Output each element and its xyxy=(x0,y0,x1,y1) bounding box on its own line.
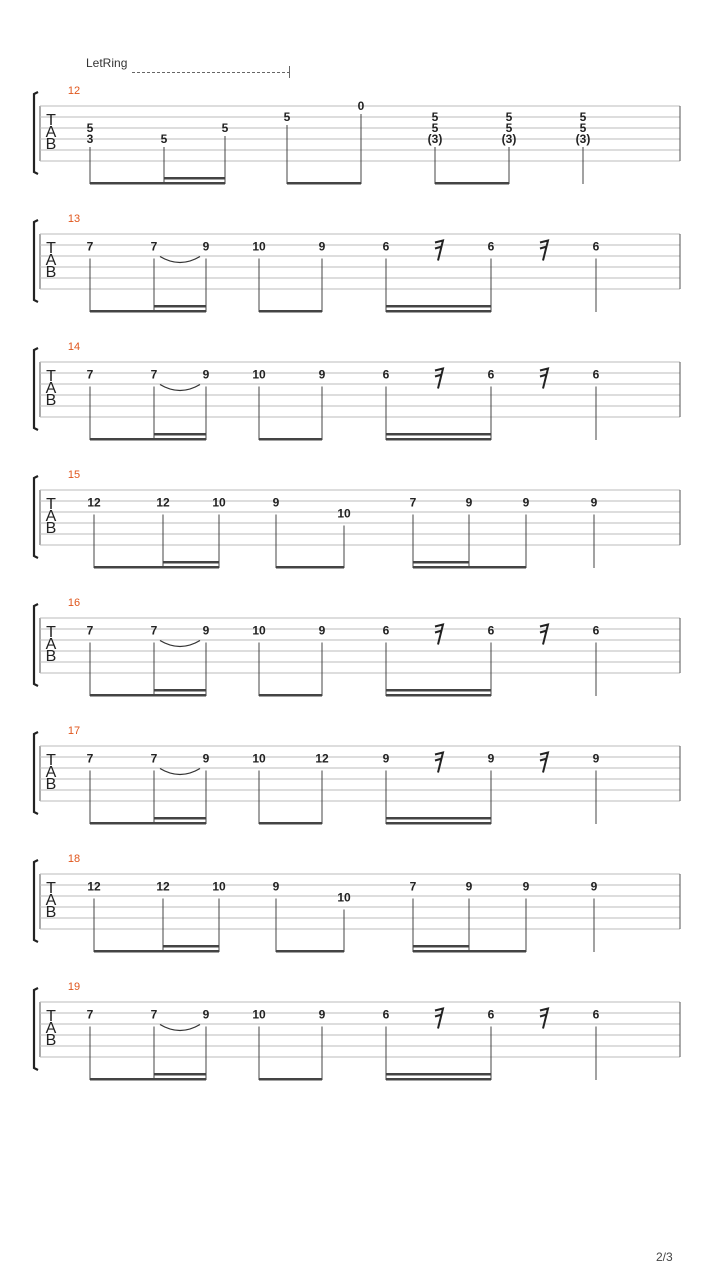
fret-number: 7 xyxy=(86,239,94,254)
beam xyxy=(90,822,206,825)
system-bracket xyxy=(34,220,38,302)
beam xyxy=(386,1078,491,1081)
fret-number: 12 xyxy=(156,879,170,894)
fret-number: 5 xyxy=(579,121,587,135)
tab-clef-letter: T xyxy=(46,112,56,129)
fret-number: 6 xyxy=(592,623,600,638)
fret-number: 10 xyxy=(252,751,266,766)
tab-system xyxy=(34,853,680,953)
fret-number: 0 xyxy=(357,99,365,113)
tab-clef-letter: B xyxy=(45,776,57,793)
sixteenth-rest-icon xyxy=(540,369,548,389)
fret-number: 5 xyxy=(86,121,94,135)
fret-number: 10 xyxy=(337,506,351,521)
fret-number: 3 xyxy=(86,132,94,146)
beam xyxy=(163,945,219,948)
fret-number: (3) xyxy=(575,132,591,146)
fret-number: 9 xyxy=(202,239,210,254)
fret-number: 12 xyxy=(315,751,329,766)
tab-clef-letter: A xyxy=(45,764,57,781)
beam xyxy=(413,566,526,569)
fret-number: 6 xyxy=(382,1007,390,1022)
beam xyxy=(386,433,491,436)
fret-number: 5 xyxy=(505,110,513,124)
fret-number: 10 xyxy=(252,367,266,382)
fret-number: 7 xyxy=(86,367,94,382)
beam xyxy=(386,1073,491,1076)
fret-number: 10 xyxy=(252,623,266,638)
measure-number: 19 xyxy=(67,981,81,993)
page-number: 2/3 xyxy=(656,1250,673,1264)
beam xyxy=(413,950,526,953)
fret-number: 9 xyxy=(202,623,210,638)
fret-number: 5 xyxy=(431,121,439,135)
fret-number: 7 xyxy=(150,367,158,382)
tie-arc xyxy=(160,257,200,263)
fret-number: 10 xyxy=(212,495,226,510)
beam xyxy=(154,1073,206,1076)
fret-number: 6 xyxy=(592,367,600,382)
tab-clef-letter: T xyxy=(46,752,56,769)
system-bracket xyxy=(34,348,38,430)
beam xyxy=(94,566,219,569)
sixteenth-rest-icon xyxy=(540,1009,548,1029)
beam xyxy=(386,438,491,441)
beam xyxy=(276,950,344,953)
tab-clef-letter: B xyxy=(45,264,57,281)
fret-number: (3) xyxy=(427,132,443,146)
tab-system xyxy=(34,213,680,313)
beam xyxy=(259,438,322,441)
beam xyxy=(90,1078,206,1081)
fret-number: 5 xyxy=(221,121,229,135)
beam xyxy=(386,689,491,692)
fret-number: 9 xyxy=(272,495,280,510)
beam xyxy=(164,177,225,180)
beam xyxy=(154,689,206,692)
beam xyxy=(386,305,491,308)
fret-number: 6 xyxy=(592,1007,600,1022)
beam xyxy=(90,438,206,441)
sixteenth-rest-icon xyxy=(435,1009,443,1029)
tab-clef-letter: A xyxy=(45,636,57,653)
beam xyxy=(276,566,344,569)
fret-number: 6 xyxy=(592,239,600,254)
measure-number: 14 xyxy=(67,341,81,353)
tab-clef-letter: T xyxy=(46,368,56,385)
beam xyxy=(259,822,322,825)
beam xyxy=(154,817,206,820)
fret-number: 7 xyxy=(409,495,417,510)
fret-number: 9 xyxy=(318,623,326,638)
fret-number: 9 xyxy=(592,751,600,766)
beam xyxy=(386,310,491,313)
fret-number: 10 xyxy=(252,1007,266,1022)
tie-arc xyxy=(160,385,200,391)
fret-number: 9 xyxy=(465,879,473,894)
sixteenth-rest-icon xyxy=(540,241,548,261)
fret-number: 6 xyxy=(487,367,495,382)
tie-arc xyxy=(160,641,200,647)
fret-number: (3) xyxy=(501,132,517,146)
fret-number: 9 xyxy=(487,751,495,766)
beam xyxy=(90,182,225,185)
system-bracket xyxy=(34,92,38,174)
fret-number: 7 xyxy=(150,623,158,638)
beam xyxy=(259,1078,322,1081)
fret-number: 9 xyxy=(318,1007,326,1022)
fret-number: 6 xyxy=(382,367,390,382)
beam xyxy=(154,305,206,308)
fret-number: 6 xyxy=(487,239,495,254)
fret-number: 12 xyxy=(87,495,101,510)
tab-clef-letter: T xyxy=(46,496,56,513)
let-ring-label: LetRing xyxy=(86,56,128,70)
measure-number: 17 xyxy=(67,725,81,737)
beam xyxy=(90,694,206,697)
sixteenth-rest-icon xyxy=(435,625,443,645)
fret-number: 6 xyxy=(487,1007,495,1022)
sixteenth-rest-icon xyxy=(435,241,443,261)
fret-number: 12 xyxy=(87,879,101,894)
beam xyxy=(413,561,469,564)
beam xyxy=(163,561,219,564)
tab-clef-letter: T xyxy=(46,624,56,641)
measure-number: 12 xyxy=(67,85,81,97)
sixteenth-rest-icon xyxy=(540,625,548,645)
tab-clef-letter: A xyxy=(45,892,57,909)
fret-number: 6 xyxy=(382,239,390,254)
fret-number: 7 xyxy=(150,239,158,254)
beam xyxy=(413,945,469,948)
fret-number: 6 xyxy=(487,623,495,638)
tab-clef-letter: B xyxy=(45,1032,57,1049)
tab-clef-letter: A xyxy=(45,124,57,141)
sixteenth-rest-icon xyxy=(435,753,443,773)
sixteenth-rest-icon xyxy=(435,369,443,389)
beam xyxy=(435,182,509,185)
tab-system xyxy=(34,597,680,697)
tie-arc xyxy=(160,1025,200,1031)
fret-number: 6 xyxy=(382,623,390,638)
beam xyxy=(386,817,491,820)
fret-number: 9 xyxy=(202,367,210,382)
tab-clef-letter: B xyxy=(45,648,57,665)
fret-number: 9 xyxy=(382,751,390,766)
tab-system xyxy=(34,341,680,441)
tab-clef-letter: T xyxy=(46,880,56,897)
fret-number: 9 xyxy=(272,879,280,894)
fret-number: 10 xyxy=(337,890,351,905)
fret-number: 5 xyxy=(579,110,587,124)
fret-number: 9 xyxy=(522,879,530,894)
fret-number: 5 xyxy=(505,121,513,135)
tab-clef-letter: B xyxy=(45,136,57,153)
sixteenth-rest-icon xyxy=(540,753,548,773)
fret-number: 7 xyxy=(86,623,94,638)
tab-clef-letter: A xyxy=(45,1020,57,1037)
beam xyxy=(287,182,361,185)
measure-number: 15 xyxy=(67,469,81,481)
tab-clef-letter: A xyxy=(45,252,57,269)
fret-number: 7 xyxy=(150,1007,158,1022)
beam xyxy=(386,822,491,825)
beam xyxy=(386,694,491,697)
tab-clef-letter: B xyxy=(45,904,57,921)
tab-clef-letter: T xyxy=(46,240,56,257)
tab-clef-letter: B xyxy=(45,520,57,537)
tab-clef-letter: A xyxy=(45,380,57,397)
tab-system xyxy=(34,725,680,825)
tab-clef-letter: B xyxy=(45,392,57,409)
system-bracket xyxy=(34,604,38,686)
tie-arc xyxy=(160,769,200,775)
fret-number: 9 xyxy=(465,495,473,510)
fret-number: 9 xyxy=(522,495,530,510)
beam xyxy=(259,694,322,697)
measure-number: 16 xyxy=(67,597,81,609)
fret-number: 5 xyxy=(283,110,291,124)
fret-number: 12 xyxy=(156,495,170,510)
system-bracket xyxy=(34,476,38,558)
fret-number: 7 xyxy=(86,751,94,766)
fret-number: 7 xyxy=(150,751,158,766)
fret-number: 9 xyxy=(318,367,326,382)
fret-number: 9 xyxy=(590,495,598,510)
system-bracket xyxy=(34,732,38,814)
fret-number: 7 xyxy=(86,1007,94,1022)
fret-number: 10 xyxy=(252,239,266,254)
fret-number: 9 xyxy=(590,879,598,894)
tab-system xyxy=(34,981,680,1081)
fret-number: 10 xyxy=(212,879,226,894)
fret-number: 5 xyxy=(431,110,439,124)
tab-clef-letter: A xyxy=(45,508,57,525)
beam xyxy=(154,433,206,436)
tab-clef-letter: T xyxy=(46,1008,56,1025)
fret-number: 9 xyxy=(202,1007,210,1022)
system-bracket xyxy=(34,988,38,1070)
beam xyxy=(259,310,322,313)
measure-number: 13 xyxy=(67,213,81,225)
fret-number: 7 xyxy=(409,879,417,894)
fret-number: 9 xyxy=(318,239,326,254)
beam xyxy=(94,950,219,953)
beam xyxy=(90,310,206,313)
fret-number: 9 xyxy=(202,751,210,766)
tab-system xyxy=(34,85,680,185)
system-bracket xyxy=(34,860,38,942)
fret-number: 5 xyxy=(160,132,168,146)
measure-number: 18 xyxy=(67,853,81,865)
tab-system xyxy=(34,469,680,569)
